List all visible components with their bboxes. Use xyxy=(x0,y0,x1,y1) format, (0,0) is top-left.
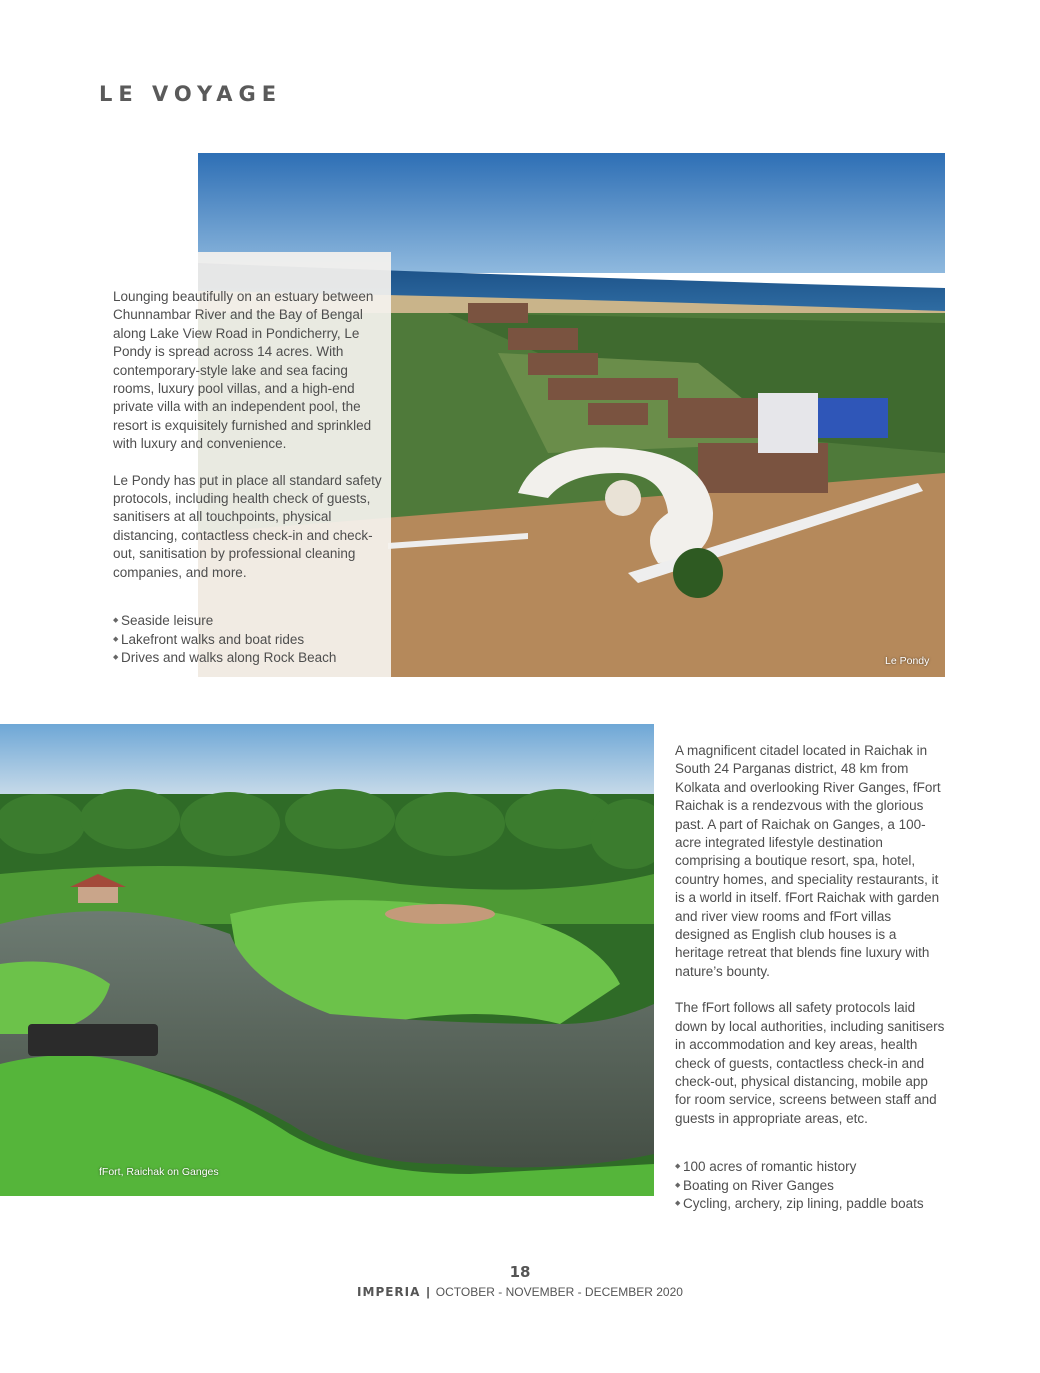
issue-date: OCTOBER - NOVEMBER - DECEMBER 2020 xyxy=(435,1285,683,1299)
le-pondy-paragraph-1: Lounging beautifully on an estuary between Chunnambar River and the Bay of Bengal along Lake View Road in Pondicherry, Le Pondy is spread across 14 acres. With contemporary-style lake and sea facing rooms, luxury pool villas, and a high-end private villa with an independent pool, the resort is exquisitely furnished and sprinkled with luxury and convenience. xyxy=(113,289,374,452)
magazine-brand: IMPERIA xyxy=(357,1285,421,1299)
le-pondy-caption: Le Pondy xyxy=(885,655,930,667)
footer-separator: | xyxy=(426,1285,430,1299)
ffort-text xyxy=(675,742,947,1213)
list-item: ◆ Seaside leisure xyxy=(113,612,383,630)
ffort-caption: fFort, Raichak on Ganges xyxy=(99,1166,219,1178)
le-pondy-text xyxy=(113,288,383,667)
section-title: LE VOYAGE xyxy=(99,82,283,106)
ffort-paragraph-1: A magnificent citadel located in Raichak in South 24 Parganas district, 48 km from Kolkata and overlooking River Ganges, fFort Raichak is a rendezvous with the glorious past. A part of Raichak on Ganges, a 100-acre integrated lifestyle destination comprising a boutique resort, spa, hotel, country homes, and speciality restaurants, it is a world in itself. fFort Raichak with garden and river view rooms and fFort villas designed as English club houses is a heritage retreat that blends fine luxury with nature’s bounty. xyxy=(675,743,941,979)
le-pondy-paragraph-2: Le Pondy has put in place all standard safety protocols, including health check of guests, sanitisers at all touchpoints, physical distancing, contactless check-in and check-out, sanitisation by professional cleaning companies, and more. xyxy=(113,472,382,580)
page-number: 18 xyxy=(509,1263,531,1281)
list-item: ◆ Boating on River Ganges xyxy=(675,1177,947,1195)
list-item: ◆ Drives and walks along Rock Beach xyxy=(113,649,383,667)
list-item: ◆ 100 acres of romantic history xyxy=(675,1158,947,1176)
list-item: ◆ Cycling, archery, zip lining, paddle boats xyxy=(675,1195,947,1213)
footer-issue-line xyxy=(0,1285,1040,1299)
ffort-paragraph-2: The fFort follows all safety protocols laid down by local authorities, including sanitisers in accommodation and key areas, health check of guests, contactless check-in and check-out, physical distancing, mobile app for room service, screens between staff and guests in appropriate areas, etc. xyxy=(675,1000,945,1126)
list-item: ◆ Lakefront walks and boat rides xyxy=(113,631,383,649)
ffort-highlights xyxy=(675,1158,947,1213)
le-pondy-highlights xyxy=(113,612,383,667)
ffort-photo xyxy=(0,724,654,1196)
